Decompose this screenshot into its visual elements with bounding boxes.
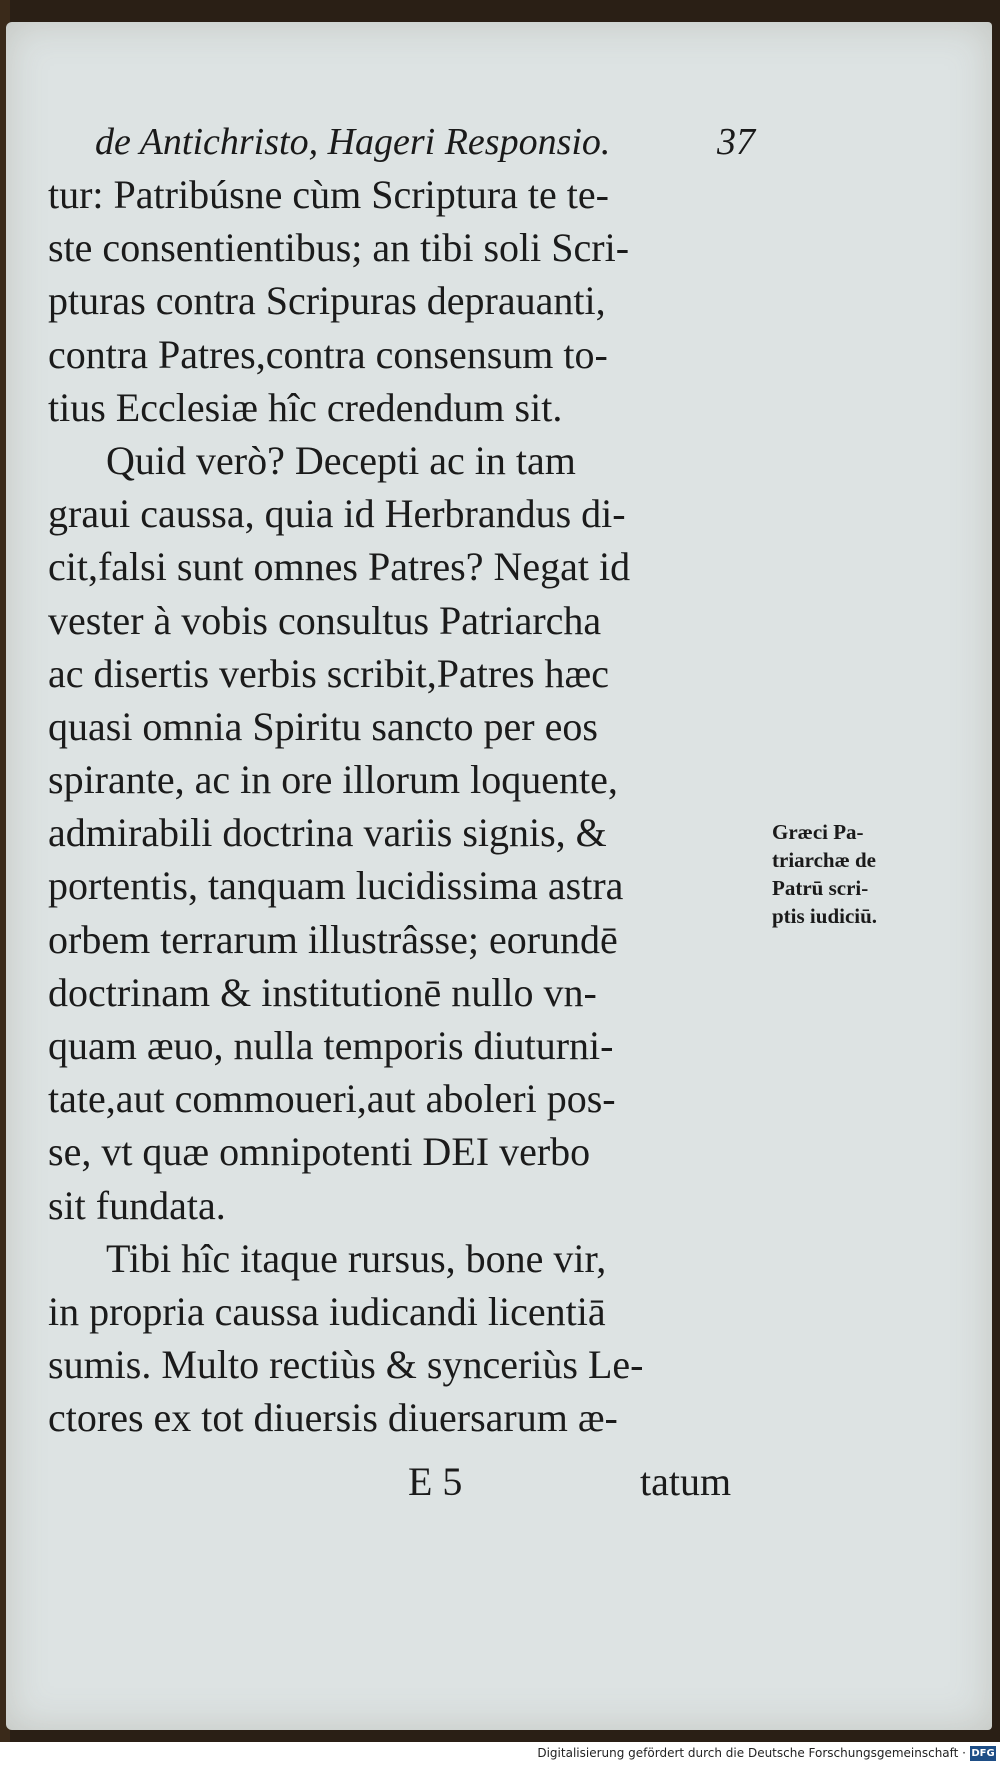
- footer-credit-text: Digitalisierung gefördert durch die Deutsche Forschungsgemeinschaft ·: [537, 1746, 966, 1760]
- marginal-note-line: triarchæ de: [772, 848, 877, 872]
- page-foot: [0, 1452, 1000, 1512]
- text-line: tius Ecclesiæ hîc credendum sit.: [48, 384, 563, 430]
- text-line: quam æuo, nulla temporis diuturni-: [48, 1023, 614, 1068]
- page-number: 37: [717, 121, 755, 163]
- text-line: ctores ex tot diuersis diuersarum æ-: [48, 1395, 618, 1441]
- text-line: Quid verò? Decepti ac in tam: [106, 437, 576, 483]
- running-head: [95, 112, 755, 172]
- marginal-note-line: Patrū scri-: [772, 876, 869, 900]
- text-line: quasi omnia Spiritu sancto per eos: [48, 703, 598, 749]
- body-text: [48, 168, 763, 1445]
- text-line: sumis. Multo rectiùs & synceriùs Le-: [48, 1342, 644, 1388]
- signature-mark: E 5: [408, 1459, 463, 1504]
- marginal-note-line: ptis iudiciū.: [772, 904, 878, 928]
- text-line: tur: Patribúsne cùm Scriptura te te-: [48, 172, 609, 217]
- text-line: doctrinam & institutionē nullo vn-: [48, 969, 597, 1015]
- text-line: admirabili doctrina variis signis, &: [48, 810, 607, 856]
- dfg-logo-icon: DFG: [971, 1748, 995, 1759]
- text-line: sit fundata.: [48, 1182, 226, 1228]
- marginal-note-line: Græci Pa-: [772, 820, 864, 844]
- text-line: portentis, tanquam lucidissima astra: [48, 863, 624, 909]
- text-line: pturas contra Scripuras deprauanti,: [48, 278, 606, 324]
- text-line: ac disertis verbis scribit,Patres hæc: [48, 650, 609, 696]
- text-line: in propria caussa iudicandi licentiā: [48, 1288, 606, 1334]
- text-line: se, vt quæ omnipotenti DEI verbo: [48, 1129, 591, 1175]
- text-line: Tibi hîc itaque rursus, bone vir,: [106, 1235, 607, 1281]
- marginal-note: [772, 818, 942, 930]
- digitization-footer: [0, 1742, 1000, 1767]
- text-line: vester à vobis consultus Patriarcha: [48, 597, 602, 643]
- text-line: orbem terrarum illustrâsse; eorundē: [48, 916, 618, 962]
- running-head-title: de Antichristo, Hageri Responsio.: [95, 121, 611, 163]
- text-line: tate,aut commoueri,aut aboleri pos-: [48, 1076, 616, 1122]
- text-line: spirante, ac in ore illorum loquente,: [48, 757, 618, 803]
- text-line: graui caussa, quia id Herbrandus di-: [48, 491, 626, 537]
- text-line: contra Patres,contra consensum to-: [48, 331, 608, 377]
- text-line: cit,falsi sunt omnes Patres? Negat id: [48, 544, 631, 590]
- text-line: ste consentientibus; an tibi soli Scri-: [48, 225, 630, 271]
- catchword: tatum: [640, 1459, 732, 1504]
